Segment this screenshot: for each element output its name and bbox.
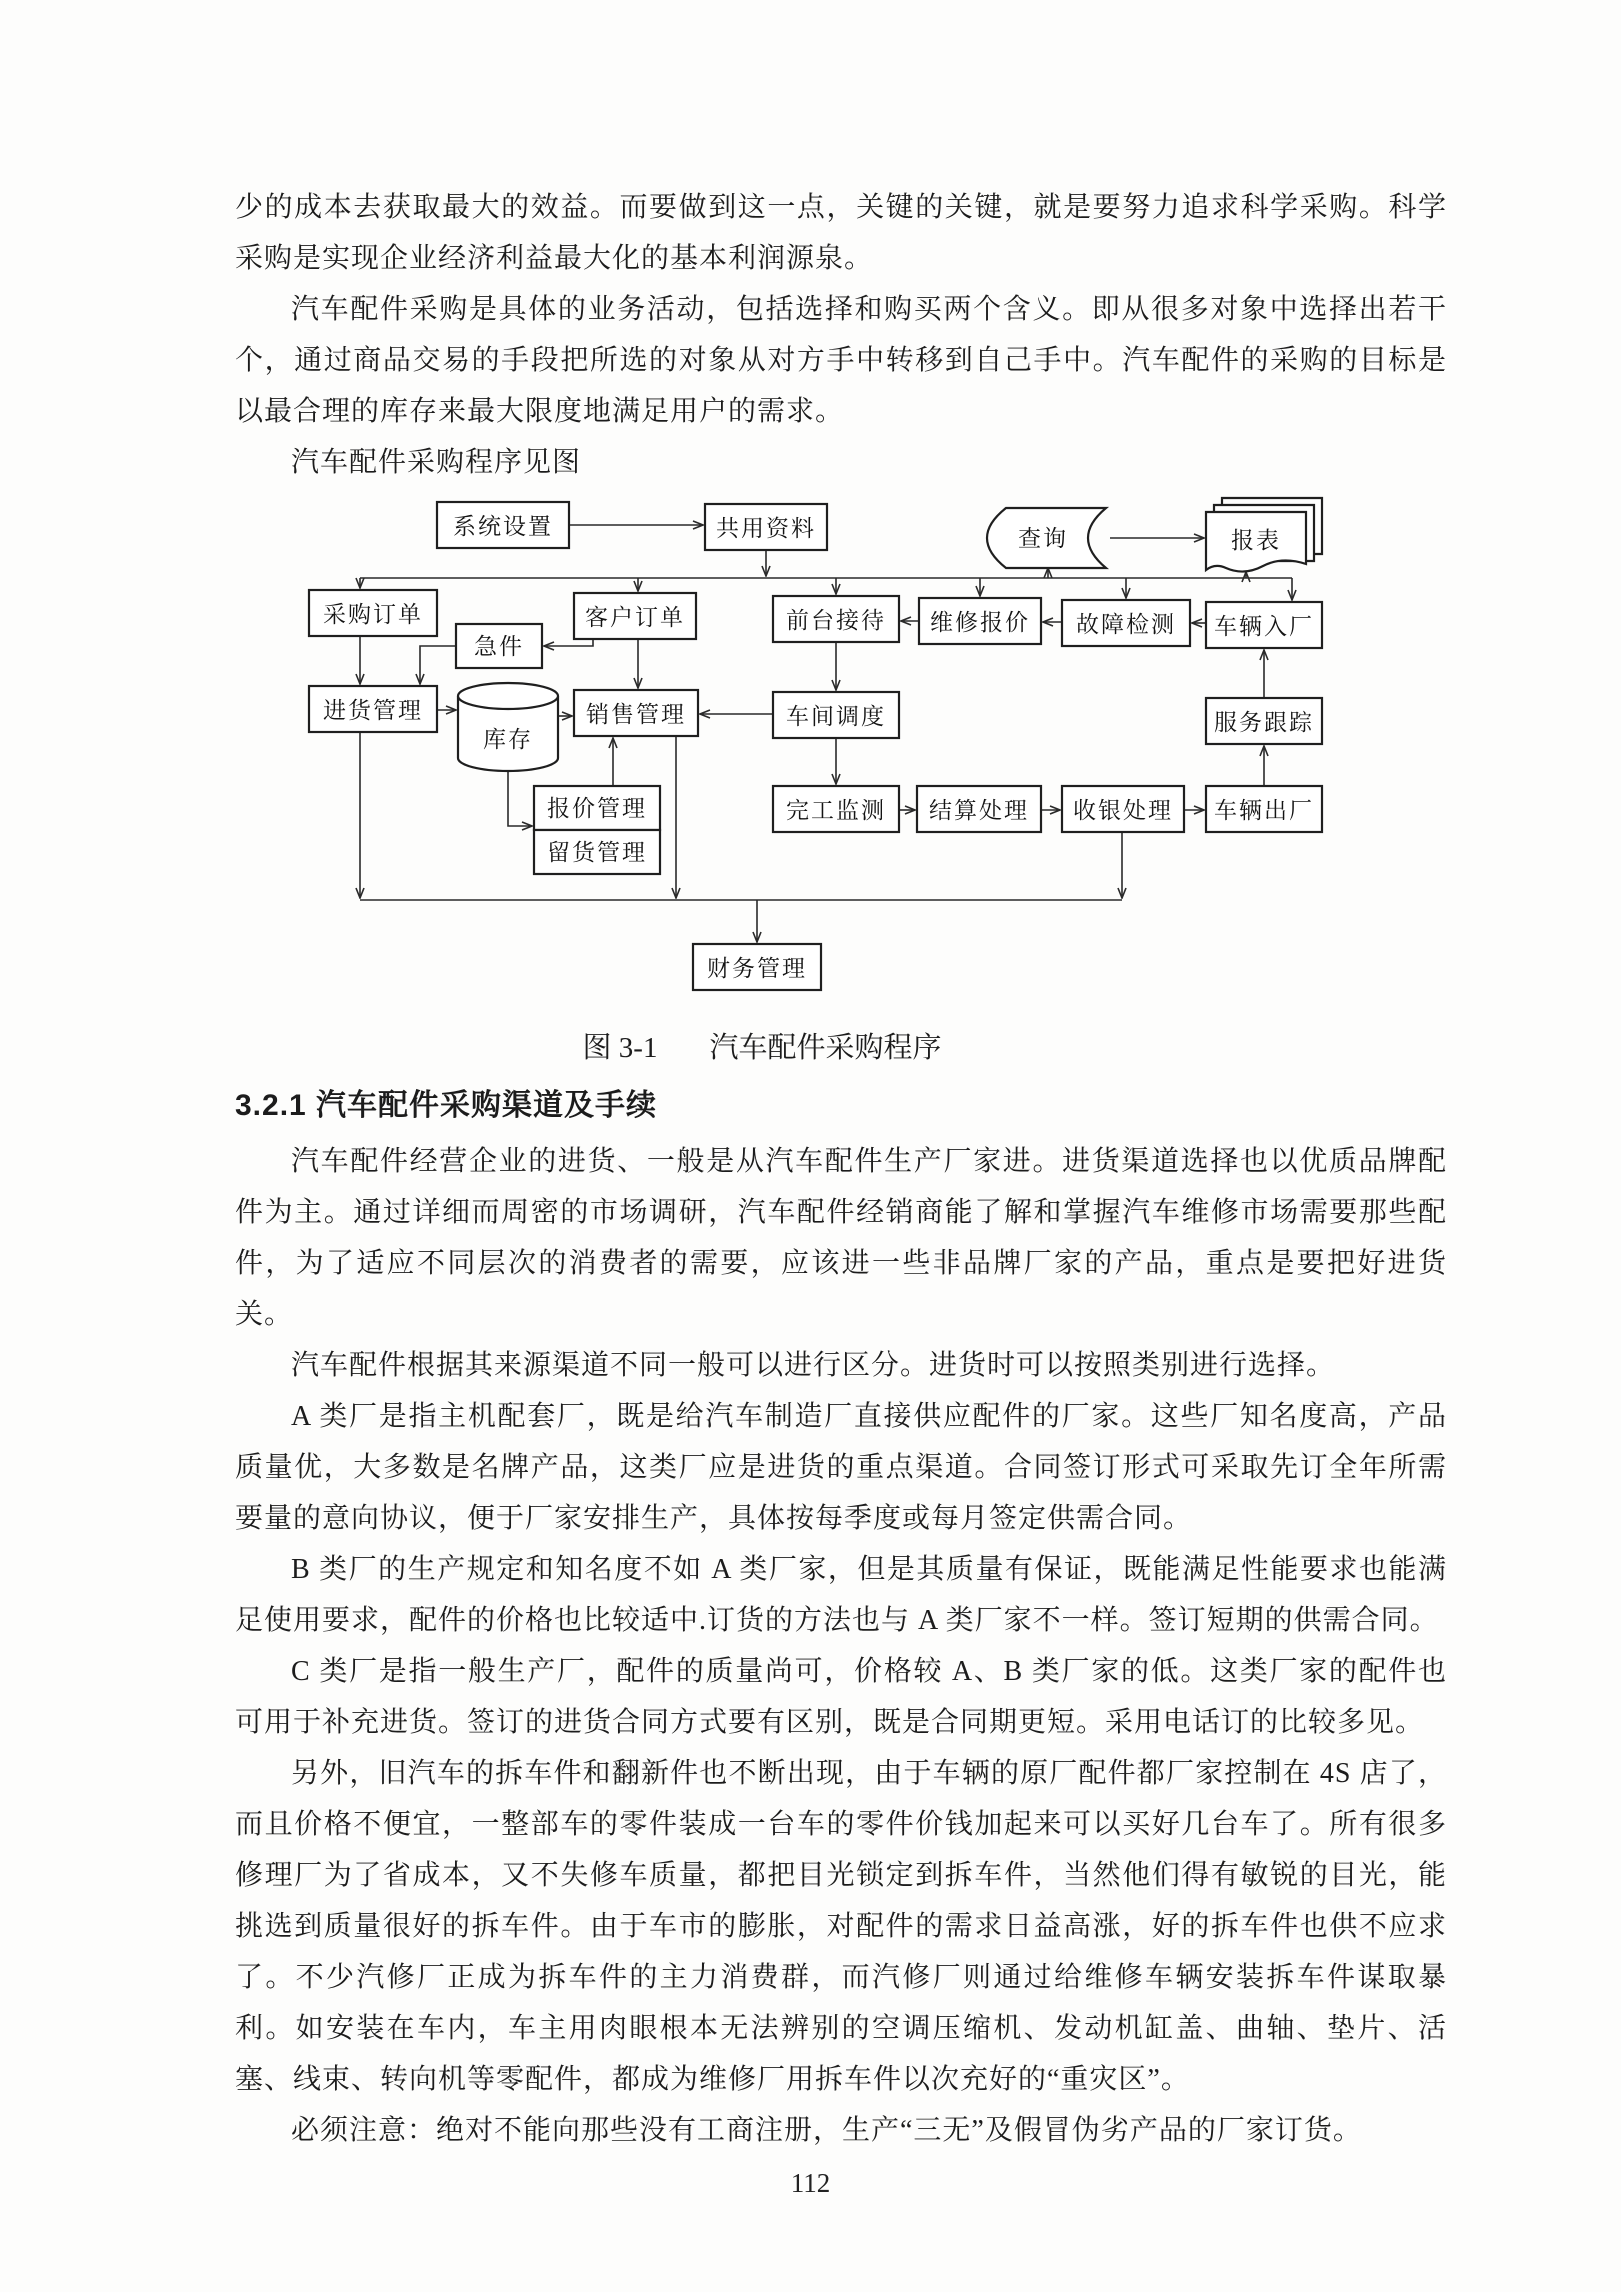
paragraph: 汽车配件根据其来源渠道不同一般可以进行区分。进货时可以按照类别进行选择。 (291, 1350, 1336, 1381)
paragraph: 另外，旧汽车的拆车件和翻新件也不断出现，由于车辆的原厂配件都厂家控制在 4S 店了，而且价格不便宜，一整部车的零件装成一台车的零件价钱加起来可以买好几台车了。所有很多修理厂为了省成本，又不失修车质量，都把目光锁定到拆车件，当然他们得有敏锐的目光，能挑选到质量很好的拆车件。由于车市的膨胀，对配件的需求日益高涨，好的拆车件也供不应求了。不少汽修厂正成为拆车件的主力消费群，而汽修厂则通过给维修车辆安装拆车件谋取暴利。如安装在车内，车主用肉眼根本无法辨别的空调压缩机、发动机缸盖、曲轴、垫片、活塞、线束、转向机等零配件，都成为维修厂用拆车件以次充好的“重灾区”。 (235, 1758, 1447, 2095)
svg-text:采购订单: 采购订单 (323, 602, 423, 627)
flow-node-fault-detection (1062, 600, 1190, 646)
svg-text:服务跟踪: 服务跟踪 (1214, 710, 1314, 735)
figure-caption (192, 1026, 1332, 1070)
paragraph: 必须注意：绝对不能向那些没有工商注册，生产“三无”及假冒伪劣产品的厂家订货。 (291, 2115, 1362, 2146)
svg-text:财务管理: 财务管理 (707, 956, 807, 981)
svg-text:共用资料: 共用资料 (716, 516, 816, 541)
svg-text:留货管理: 留货管理 (547, 840, 647, 865)
paragraph: 汽车配件经营企业的进货、一般是从汽车配件生产厂家进。进货渠道选择也以优质品牌配件为主。通过详细而周密的市场调研，汽车配件经销商能了解和掌握汽车维修市场需要那些配件，为了适应不同层次的消费者的需要，应该进一些非品牌厂家的产品，重点是要把好进货关。 (235, 1146, 1447, 1330)
flowchart-figure (260, 462, 1400, 1070)
svg-text:故障检测: 故障检测 (1076, 612, 1176, 637)
svg-text:收银处理: 收银处理 (1073, 798, 1173, 823)
flow-node-finance-mgmt (693, 944, 821, 990)
flow-node-quote-mgmt (534, 786, 660, 830)
flow-node-vehicle-entry (1206, 602, 1322, 648)
flow-node-cashier (1062, 786, 1184, 832)
paragraph: 汽车配件采购是具体的业务活动，包括选择和购买两个含义。即从很多对象中选择出若干个，通过商品交易的手段把所选的对象从对方手中转移到自己手中。汽车配件的采购的目标是以最合理的库存来最大限度地满足用户的需求。 (235, 294, 1447, 427)
flow-node-system-settings (437, 502, 569, 548)
paragraph: C 类厂是指一般生产厂，配件的质量尚可，价格较 A、B 类厂家的低。这类厂家的配件也可用于补充进货。签订的进货合同方式要有区别，既是合同期更短。采用电话订的比较多见。 (235, 1656, 1447, 1738)
flow-node-workshop-dispatch (773, 692, 899, 738)
svg-text:报表: 报表 (1231, 528, 1281, 553)
flow-node-sales-mgmt (574, 690, 698, 736)
flow-node-inventory (458, 683, 558, 771)
paragraph: A 类厂是指主机配套厂，既是给汽车制造厂直接供应配件的厂家。这些厂知名度高，产品质量优，大多数是名牌产品，这类厂应是进货的重点渠道。合同签订形式可采取先订全年所需要量的意向协议，便于厂家安排生产，具体按每季度或每月签定供需合同。 (235, 1401, 1447, 1534)
flow-node-reserve-mgmt (534, 830, 660, 874)
figure-caption-title: 汽车配件采购程序 (709, 1032, 942, 1064)
flowchart-diagram (260, 462, 1400, 1022)
svg-text:报价管理: 报价管理 (547, 796, 647, 821)
paragraph: 少的成本去获取最大的效益。而要做到这一点，关键的关键，就是要努力追求科学采购。科学采购是实现企业经济利益最大化的基本利润源泉。 (235, 192, 1447, 274)
flow-node-settlement (917, 786, 1041, 832)
svg-text:维修报价: 维修报价 (930, 610, 1030, 635)
svg-text:前台接待: 前台接待 (786, 608, 886, 633)
svg-text:销售管理: 销售管理 (586, 702, 686, 727)
page-number: 112 (790, 2168, 831, 2198)
paragraph: B 类厂的生产规定和知名度不如 A 类厂家，但是其质量有保证，既能满足性能要求也能满足使用要求，配件的价格也比较适中.订货的方法也与 A 类厂家不一样。签订短期的供需合同。 (235, 1554, 1447, 1636)
svg-text:库存: 库存 (483, 727, 533, 752)
text-column (235, 182, 1447, 2156)
svg-text:车间调度: 车间调度 (786, 704, 886, 729)
flow-node-customer-order (574, 593, 696, 639)
flow-node-purchase-order (309, 590, 437, 636)
svg-text:结算处理: 结算处理 (929, 798, 1029, 823)
figure-caption-label: 图 3-1 (582, 1032, 658, 1064)
svg-text:查询: 查询 (1018, 526, 1068, 551)
section-heading: 3.2.1 汽车配件采购渠道及手续 (235, 1089, 658, 1122)
flow-node-vehicle-exit (1206, 786, 1322, 832)
flow-node-front-desk (773, 596, 899, 642)
svg-text:完工监测: 完工监测 (786, 798, 886, 823)
flow-node-shared-data (705, 504, 827, 550)
svg-text:车辆入厂: 车辆入厂 (1214, 614, 1314, 639)
flow-node-service-tracking (1206, 698, 1322, 744)
flow-node-purchasing-mgmt (309, 686, 437, 732)
flow-node-report (1206, 498, 1322, 572)
flow-node-urgent-item (456, 624, 542, 668)
svg-text:车辆出厂: 车辆出厂 (1214, 798, 1314, 823)
svg-text:急件: 急件 (474, 634, 524, 659)
flow-node-query (987, 508, 1106, 568)
paragraph: 汽车配件采购程序见图 (291, 447, 582, 478)
flow-node-completion-monitor (773, 786, 899, 832)
svg-text:客户订单: 客户订单 (585, 605, 685, 630)
svg-text:系统设置: 系统设置 (453, 514, 553, 539)
svg-text:进货管理: 进货管理 (323, 698, 423, 723)
flow-node-repair-quote (919, 598, 1041, 644)
